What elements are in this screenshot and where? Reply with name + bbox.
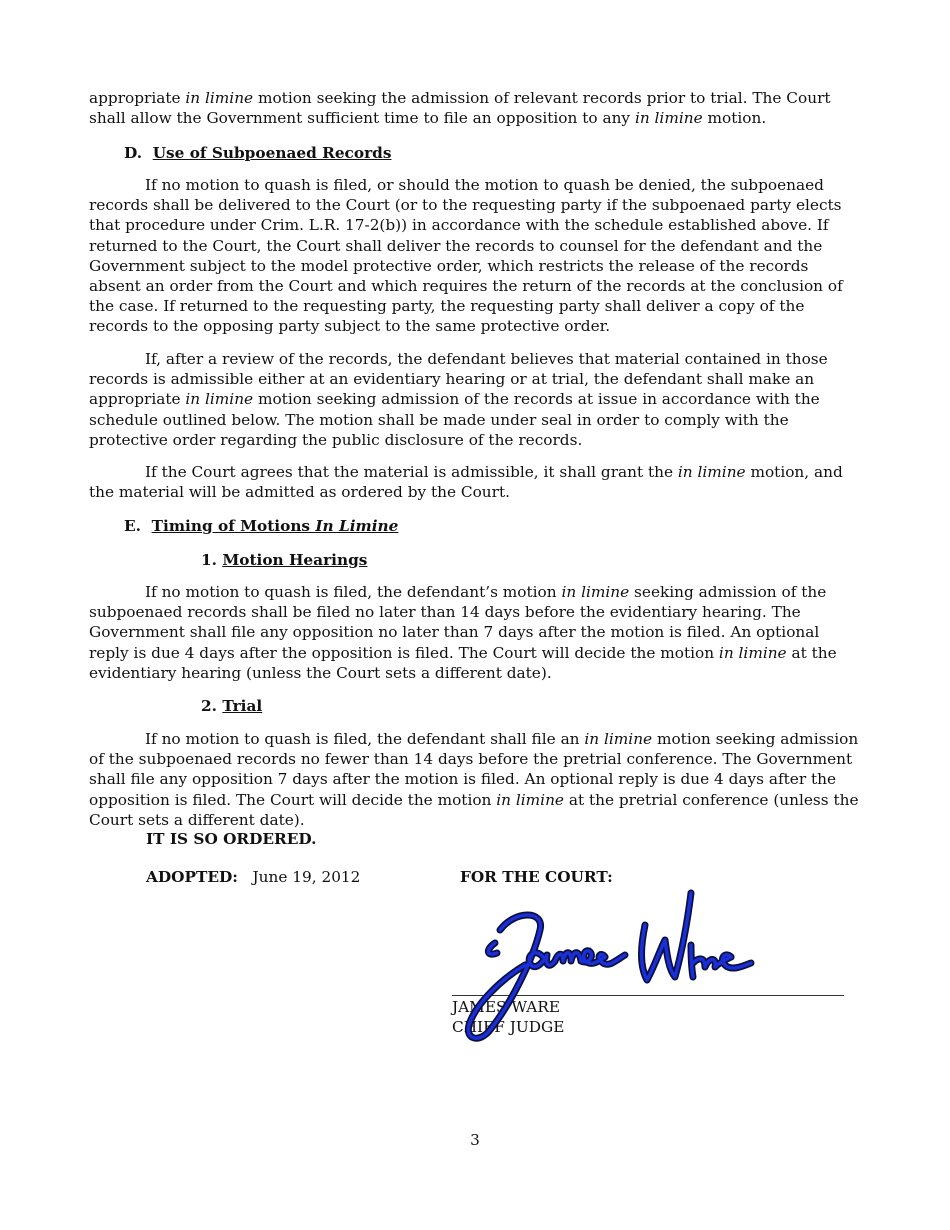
continuation-paragraph: appropriate in limine motion seeking the admission of relevant records prior to trial. The Court shall allow the Government sufficient time to file an opposition to any in limine motion. [89, 89, 831, 128]
subsection-2-paragraph: If no motion to quash is filed, the defendant shall file an in limine motion seeking admission of the subpoenaed records no fewer than 14 days before the pretrial conference. The Government shall file any opposition 7 days after the motion is filed. An optional reply is due 4 days after the opposition is filed. The Court will decide the motion in limine at the pretrial conference (unless the Court sets a different date). [89, 730, 859, 829]
handwritten-signature [455, 885, 765, 1045]
subsection-2-heading: 2. Trial [201, 697, 263, 715]
so-ordered-text: IT IS SO ORDERED. [146, 830, 317, 848]
adopted-line [146, 867, 360, 887]
adopted-label: ADOPTED: [146, 868, 238, 886]
signer-title: CHIEF JUDGE [452, 1018, 565, 1036]
section-d-paragraph-3: If the Court agrees that the material is admissible, it shall grant the in limine motion, and the material will be admitted as ordered by the Court. [89, 463, 843, 502]
subsection-1-paragraph: If no motion to quash is filed, the defendant’s motion in limine seeking admission of the subpoenaed records shall be filed no later than 14 days before the evidentiary hearing. The Government shall file any opposition no later than 7 days after the motion is filed. An optional reply is due 4 days after the opposition is filed. The Court will decide the motion in limine at the evidentiary hearing (unless the Court sets a different date). [89, 583, 837, 682]
page-number: 3 [470, 1131, 480, 1149]
signer-name: JAMES WARE [452, 998, 561, 1016]
for-the-court-label: FOR THE COURT: [460, 868, 613, 886]
section-e-heading: E. Timing of Motions In Limine [124, 517, 399, 535]
section-d-paragraph-1: If no motion to quash is filed, or should the motion to quash be denied, the subpoenaed records shall be delivered to the Court (or to the requesting party if the subpoenaed party elects that procedure under Crim. L.R. 17-2(b)) in accordance with the schedule established above. If returned to the Court, the Court shall deliver the records to counsel for the defendant and the Government subject to the model protective order, which restricts the release of the records absent an order from the Court and which requires the return of the records at the conclusion of the case. If returned to the requesting party, the requesting party shall deliver a copy of the records to the opposing party subject to the same protective order. [89, 176, 843, 336]
subsection-1-heading: 1. Motion Hearings [201, 551, 368, 569]
section-d-heading: D. Use of Subpoenaed Records [124, 144, 392, 162]
section-d-paragraph-2: If, after a review of the records, the defendant believes that material contained in those records is admissible either at an evidentiary hearing or at trial, the defendant shall make an appropriate in limine motion seeking admission of the records at issue in accordance with the schedule outlined below. The motion shall be made under seal in order to comply with the protective order regarding the public disclosure of the records. [89, 350, 828, 449]
adopted-date: June 19, 2012 [252, 868, 361, 886]
